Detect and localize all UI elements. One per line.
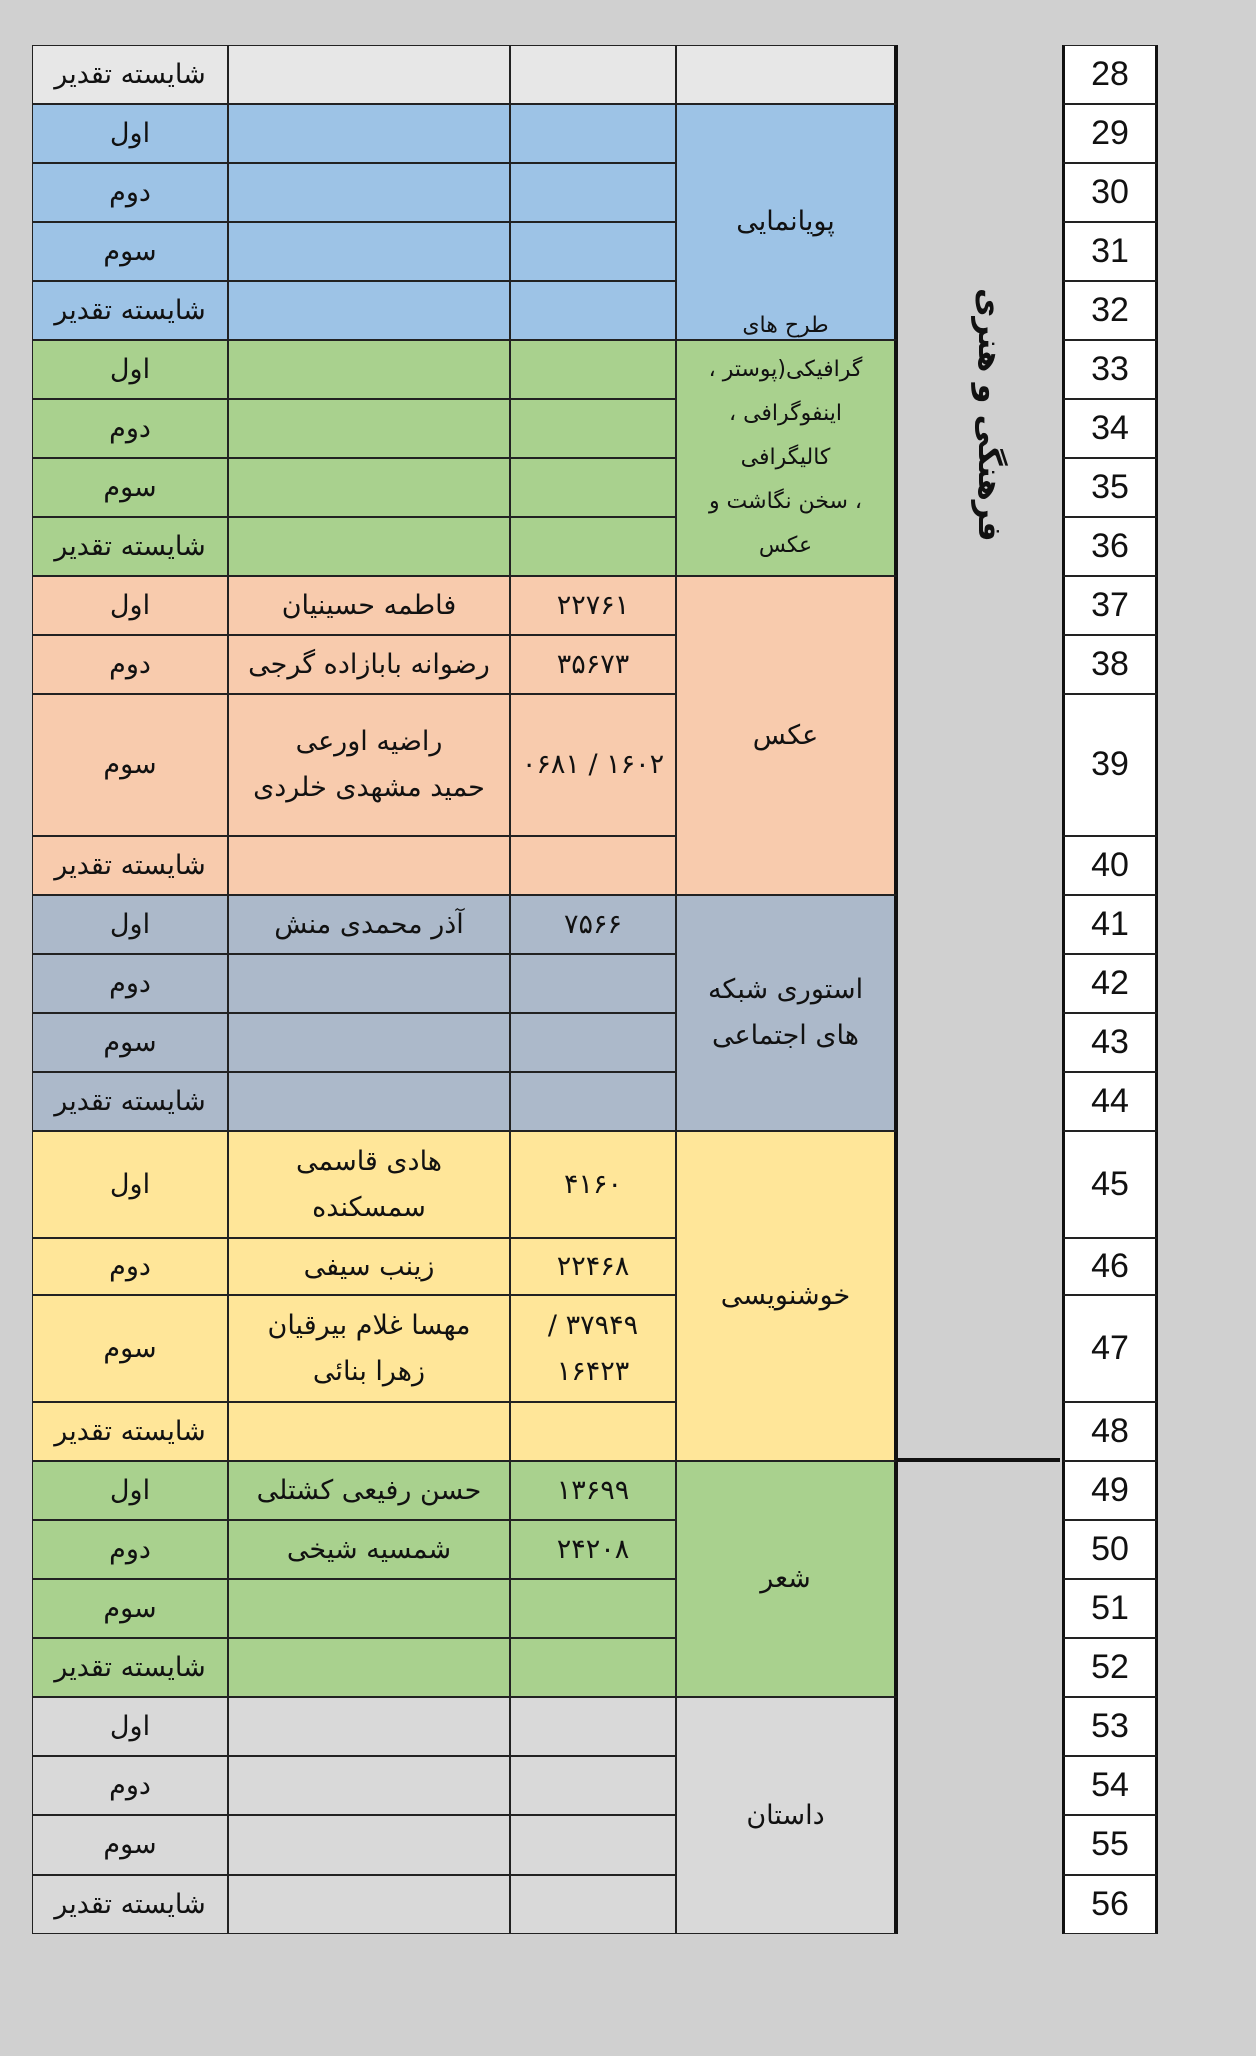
name-cell (228, 576, 510, 635)
name-cell-text: زینب سیفی (303, 1250, 435, 1282)
rank-cell (32, 1402, 228, 1461)
code-cell (510, 340, 676, 399)
code-cell-text: ۷۵۶۶ (564, 908, 623, 940)
code-cell (510, 1638, 676, 1697)
code-cell-text: ۲۲۷۶۱ (556, 589, 630, 621)
row-number (1062, 1579, 1158, 1638)
code-cell (510, 1013, 676, 1072)
name-cell (228, 635, 510, 694)
code-cell-text: ۳۷۹۴۹ / ۱۶۴۲۳ (547, 1309, 639, 1387)
rank-cell (32, 1875, 228, 1934)
row-number-text: 45 (1091, 1164, 1129, 1203)
row-number-text: 46 (1091, 1246, 1129, 1285)
row-number (1062, 281, 1158, 340)
rank-cell-text: شایسته تقدیر (54, 530, 206, 562)
row-number (1062, 1638, 1158, 1697)
name-cell (228, 281, 510, 340)
row-number (1062, 1875, 1158, 1934)
rank-cell-text: اول (109, 1168, 151, 1200)
code-cell-text: ۱۶۰۲ / ۰۶۸۱ (521, 749, 665, 781)
category-cell-text: پویانمایی (736, 206, 835, 238)
rank-cell (32, 836, 228, 895)
rank-cell (32, 104, 228, 163)
code-cell-text: ۲۲۴۶۸ (556, 1250, 630, 1282)
row-number-text: 49 (1091, 1470, 1129, 1509)
code-cell (510, 1238, 676, 1295)
name-cell (228, 163, 510, 222)
row-number-text: 41 (1091, 904, 1129, 943)
category-cell (676, 895, 898, 1131)
rank-cell (32, 1520, 228, 1579)
row-number (1062, 1815, 1158, 1875)
row-number (1062, 222, 1158, 281)
rank-cell (32, 458, 228, 517)
row-number-text: 54 (1091, 1765, 1129, 1804)
name-cell-text: آذر محمدی منش (274, 908, 464, 940)
row-number (1062, 104, 1158, 163)
name-cell (228, 1579, 510, 1638)
row-number-text: 55 (1091, 1825, 1129, 1864)
name-cell (228, 399, 510, 458)
category-cell (676, 1697, 898, 1934)
rank-cell-text: دوم (109, 176, 151, 208)
code-cell (510, 576, 676, 635)
rank-cell-text: اول (109, 353, 151, 385)
code-cell (510, 1402, 676, 1461)
row-number-text: 32 (1091, 290, 1129, 329)
row-number-text: 50 (1091, 1529, 1129, 1568)
row-number (1062, 399, 1158, 458)
row-number (1062, 1402, 1158, 1461)
rank-cell-text: دوم (109, 967, 151, 999)
row-number (1062, 1013, 1158, 1072)
name-cell (228, 895, 510, 954)
code-cell (510, 1131, 676, 1238)
rank-cell (32, 163, 228, 222)
rank-cell (32, 1815, 228, 1875)
rank-cell-text: سوم (103, 1026, 157, 1058)
row-number (1062, 1697, 1158, 1756)
row-number (1062, 694, 1158, 836)
row-number-text: 40 (1091, 845, 1129, 884)
row-number-text: 38 (1091, 644, 1129, 683)
row-number (1062, 1461, 1158, 1520)
rank-cell (32, 1579, 228, 1638)
rank-cell-text: سوم (103, 749, 157, 781)
row-number-text: 56 (1091, 1884, 1129, 1923)
section-label-text: فرهنگی و هنری (971, 288, 1009, 542)
code-cell (510, 1756, 676, 1815)
separator-line (898, 1458, 1060, 1462)
rank-cell (32, 635, 228, 694)
code-cell-text: ۱۳۶۹۹ (556, 1474, 630, 1506)
code-cell (510, 1072, 676, 1131)
code-cell (510, 635, 676, 694)
row-number-text: 43 (1091, 1022, 1129, 1061)
rank-cell (32, 1638, 228, 1697)
row-number (1062, 340, 1158, 399)
code-cell-text: ۳۵۶۷۳ (556, 648, 630, 680)
rank-cell-text: اول (109, 908, 151, 940)
rank-cell (32, 281, 228, 340)
row-number-text: 52 (1091, 1647, 1129, 1686)
name-cell-text: فاطمه حسینیان (281, 589, 457, 621)
code-cell (510, 104, 676, 163)
row-number (1062, 1072, 1158, 1131)
row-number-text: 29 (1091, 113, 1129, 152)
name-cell-text: رضوانه بابازاده گرجی (248, 648, 490, 680)
rank-cell-text: شایسته تقدیر (54, 849, 206, 881)
code-cell (510, 163, 676, 222)
category-cell-text: عکس (752, 719, 819, 751)
row-number-text: 35 (1091, 467, 1129, 506)
row-number-text: 34 (1091, 408, 1129, 447)
name-cell (228, 1295, 510, 1402)
name-cell (228, 1131, 510, 1238)
code-cell (510, 1461, 676, 1520)
name-cell (228, 1756, 510, 1815)
code-cell (510, 694, 676, 836)
code-cell (510, 399, 676, 458)
name-cell (228, 1815, 510, 1875)
row-number (1062, 45, 1158, 104)
row-number (1062, 1756, 1158, 1815)
name-cell-text: شمسیه شیخی (286, 1533, 452, 1565)
section-label (960, 288, 1020, 542)
rank-cell-text: شایسته تقدیر (54, 294, 206, 326)
code-cell (510, 954, 676, 1013)
name-cell-text: حسن رفیعی کشتلی (256, 1474, 482, 1506)
rank-cell-text: دوم (109, 412, 151, 444)
rank-cell (32, 340, 228, 399)
rank-cell (32, 1295, 228, 1402)
row-number (1062, 635, 1158, 694)
name-cell (228, 1238, 510, 1295)
name-cell (228, 1875, 510, 1934)
category-cell-text: خوشنویسی (720, 1280, 851, 1312)
code-cell (510, 1579, 676, 1638)
row-number-text: 31 (1091, 231, 1129, 270)
name-cell (228, 954, 510, 1013)
rank-cell-text: دوم (109, 1769, 151, 1801)
code-cell (510, 517, 676, 576)
code-cell (510, 1520, 676, 1579)
category-cell-text: استوری شبکه های اجتماعی (707, 974, 864, 1051)
category-cell (676, 45, 898, 104)
name-cell (228, 1697, 510, 1756)
row-number-text: 37 (1091, 585, 1129, 624)
row-number (1062, 895, 1158, 954)
row-number (1062, 1520, 1158, 1579)
rank-cell-text: دوم (109, 648, 151, 680)
code-cell (510, 281, 676, 340)
name-cell-text: راضیه اورعی حمید مشهدی خلردی (253, 726, 485, 803)
rank-cell-text: شایسته تقدیر (54, 1085, 206, 1117)
row-number (1062, 1295, 1158, 1402)
rank-cell-text: شایسته تقدیر (54, 58, 206, 90)
rank-cell (32, 1461, 228, 1520)
name-cell (228, 1072, 510, 1131)
rank-cell-text: اول (109, 1710, 151, 1742)
row-number (1062, 1238, 1158, 1295)
category-cell (676, 576, 898, 895)
category-cell-text: شعر (760, 1563, 811, 1595)
rank-cell-text: دوم (109, 1533, 151, 1565)
rank-cell (32, 1756, 228, 1815)
category-cell (676, 313, 898, 576)
rank-cell-text: سوم (103, 1592, 157, 1624)
code-cell (510, 895, 676, 954)
name-cell (228, 1638, 510, 1697)
rank-cell (32, 45, 228, 104)
category-cell (676, 1461, 898, 1697)
rank-cell (32, 1238, 228, 1295)
name-cell (228, 1402, 510, 1461)
row-number (1062, 1131, 1158, 1238)
rank-cell-text: شایسته تقدیر (54, 1415, 206, 1447)
row-number-text: 48 (1091, 1411, 1129, 1450)
code-cell (510, 1295, 676, 1402)
rank-cell (32, 1697, 228, 1756)
rank-cell (32, 517, 228, 576)
code-cell (510, 458, 676, 517)
row-number-text: 36 (1091, 526, 1129, 565)
rank-cell (32, 954, 228, 1013)
row-number-text: 30 (1091, 172, 1129, 211)
name-cell (228, 104, 510, 163)
row-number (1062, 458, 1158, 517)
rank-cell (32, 576, 228, 635)
name-cell (228, 458, 510, 517)
row-number (1062, 954, 1158, 1013)
rank-cell-text: شایسته تقدیر (54, 1651, 206, 1683)
row-number-text: 51 (1091, 1588, 1129, 1627)
rank-cell-text: اول (109, 1474, 151, 1506)
name-cell (228, 517, 510, 576)
rank-cell-text: سوم (103, 1332, 157, 1364)
rank-cell (32, 694, 228, 836)
name-cell-text: هادی قاسمی سمسکنده (295, 1145, 443, 1223)
code-cell (510, 222, 676, 281)
rank-cell-text: اول (109, 117, 151, 149)
rank-cell (32, 399, 228, 458)
name-cell (228, 836, 510, 895)
name-cell (228, 45, 510, 104)
row-number (1062, 163, 1158, 222)
rank-cell-text: شایسته تقدیر (54, 1888, 206, 1920)
row-number-text: 33 (1091, 349, 1129, 388)
rank-cell-text: دوم (109, 1250, 151, 1282)
name-cell (228, 1461, 510, 1520)
category-cell (676, 1131, 898, 1461)
rank-cell (32, 1013, 228, 1072)
code-cell (510, 1815, 676, 1875)
name-cell (228, 340, 510, 399)
code-cell (510, 45, 676, 104)
row-number-text: 44 (1091, 1081, 1129, 1120)
category-cell-text: طرح های گرافیکی(پوستر ، اینفوگرافی ، کالیگرافی ، سخن نگاشت و عکس (708, 313, 863, 558)
name-cell (228, 1520, 510, 1579)
rank-cell (32, 1131, 228, 1238)
code-cell (510, 1697, 676, 1756)
row-number (1062, 517, 1158, 576)
rank-cell (32, 895, 228, 954)
category-cell-text: داستان (746, 1799, 825, 1831)
row-number-text: 39 (1091, 745, 1129, 784)
name-cell (228, 694, 510, 836)
rank-cell (32, 222, 228, 281)
row-number (1062, 576, 1158, 635)
rank-cell-text: سوم (103, 471, 157, 503)
rank-cell-text: سوم (103, 235, 157, 267)
row-number-text: 47 (1091, 1328, 1129, 1367)
rank-cell-text: سوم (103, 1829, 157, 1861)
row-number-text: 28 (1091, 54, 1129, 93)
row-number-text: 53 (1091, 1706, 1129, 1745)
row-number (1062, 836, 1158, 895)
name-cell (228, 1013, 510, 1072)
rank-cell-text: اول (109, 589, 151, 621)
code-cell-text: ۴۱۶۰ (564, 1168, 623, 1200)
name-cell (228, 222, 510, 281)
code-cell (510, 836, 676, 895)
row-number-text: 42 (1091, 963, 1129, 1002)
rank-cell (32, 1072, 228, 1131)
name-cell-text: مهسا غلام بیرقیان زهرا بنائی (267, 1309, 471, 1387)
code-cell-text: ۲۴۲۰۸ (556, 1533, 630, 1565)
code-cell (510, 1875, 676, 1934)
